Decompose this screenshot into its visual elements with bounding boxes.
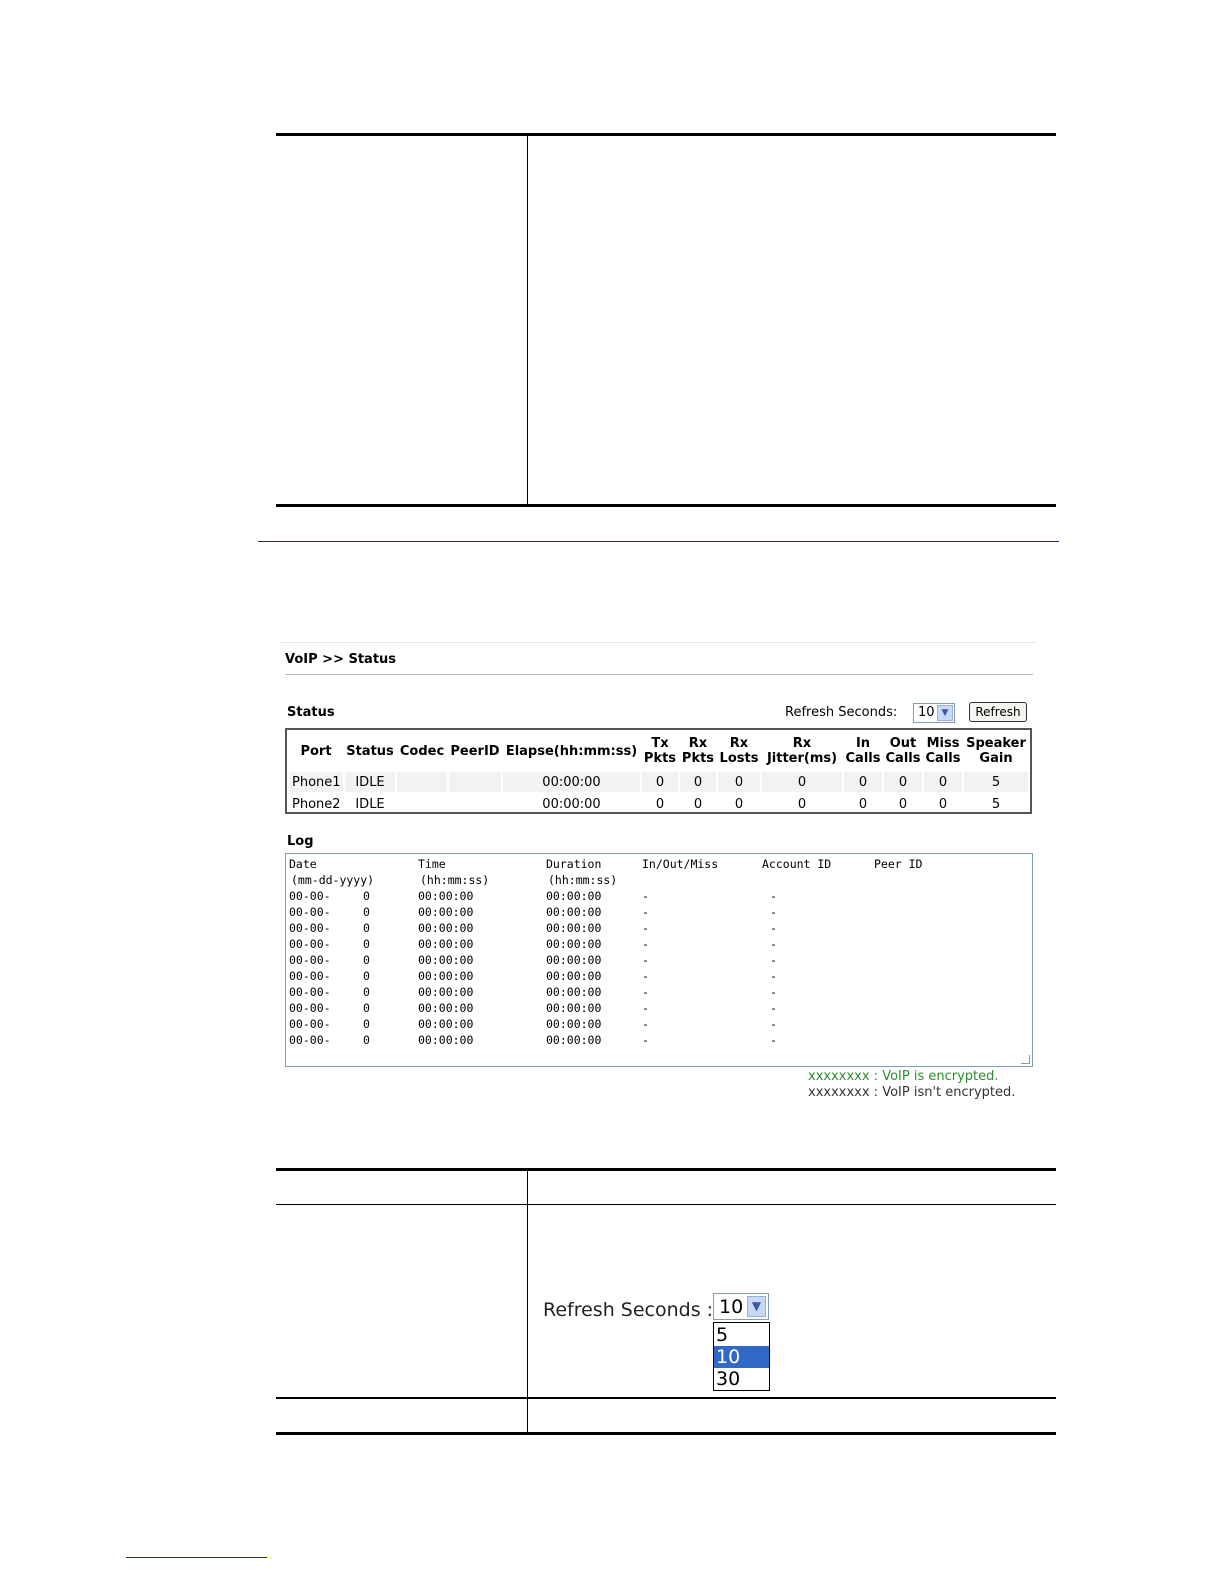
panel-top-border: [280, 642, 1036, 643]
log-cell: 00:00:00: [546, 937, 602, 951]
log-section-title: Log: [287, 834, 314, 849]
log-cell: 00-00-: [289, 969, 331, 983]
log-cell: 0: [363, 1001, 370, 1015]
log-cell: (hh:mm:ss): [548, 873, 618, 887]
footer-link-underline: [126, 1557, 267, 1558]
status-col-header-line: Out: [889, 736, 917, 751]
table-column-divider: [527, 136, 528, 506]
log-cell: -: [770, 969, 777, 983]
log-textarea[interactable]: [285, 853, 1033, 1067]
log-cell: 00:00:00: [418, 1001, 474, 1015]
log-cell: Time: [418, 857, 446, 871]
log-cell: -: [642, 889, 649, 903]
log-cell: -: [770, 937, 777, 951]
chevron-down-icon[interactable]: ▼: [937, 705, 953, 721]
log-cell: 00:00:00: [418, 921, 474, 935]
table-bottom-rule: [276, 504, 1056, 507]
log-cell: -: [770, 985, 777, 999]
desc-table-header-rule: [276, 1204, 1056, 1205]
log-cell: 00:00:00: [546, 921, 602, 935]
log-cell: -: [770, 953, 777, 967]
status-cell: Phone2: [292, 796, 341, 812]
refresh-example-value: 10: [719, 1296, 744, 1318]
log-cell: Date: [289, 857, 317, 871]
status-col-header-line: Losts: [719, 751, 759, 766]
log-cell: 00:00:00: [546, 953, 602, 967]
log-cell: 00:00:00: [418, 985, 474, 999]
log-cell: -: [770, 1033, 777, 1047]
refresh-options-list[interactable]: [713, 1322, 770, 1391]
refresh-example-select[interactable]: [713, 1293, 769, 1320]
voip-status-panel: [280, 642, 1036, 1112]
status-row: [289, 794, 1028, 814]
log-cell: 00-00-: [289, 985, 331, 999]
breadcrumb: VoIP >> Status: [285, 652, 397, 667]
status-col-header-line: Port: [300, 743, 332, 759]
status-col-header: [924, 732, 962, 770]
log-cell: -: [642, 969, 649, 983]
status-cell: 5: [964, 772, 1028, 792]
log-cell: 0: [363, 953, 370, 967]
log-cell: 00:00:00: [546, 1017, 602, 1031]
status-col-header: [289, 732, 343, 770]
log-cell: 00-00-: [289, 937, 331, 951]
status-col-header: [345, 732, 395, 770]
status-col-header-line: Jitter(ms): [766, 751, 838, 766]
status-col-header: [964, 732, 1028, 770]
refresh-seconds-value: 10: [918, 705, 935, 720]
status-col-header-line: Calls: [845, 751, 881, 766]
status-cell: IDLE: [355, 796, 385, 812]
status-col-header-line: Rx: [688, 736, 708, 751]
refresh-example-label: Refresh Seconds :: [543, 1299, 714, 1321]
log-cell: 00-00-: [289, 953, 331, 967]
log-cell: 00:00:00: [546, 889, 602, 903]
log-cell: -: [642, 953, 649, 967]
log-cell: 00:00:00: [418, 905, 474, 919]
status-cell: 0: [718, 772, 760, 792]
status-col-header-line: Rx: [729, 736, 749, 751]
status-cell: [449, 772, 501, 792]
refresh-seconds-select[interactable]: [913, 703, 955, 723]
log-cell: -: [642, 985, 649, 999]
status-cell: 0: [924, 772, 962, 792]
status-cell: 5: [991, 796, 1001, 812]
status-cell: 0: [858, 796, 868, 812]
status-cell: 0: [642, 772, 678, 792]
log-cell: 00:00:00: [546, 985, 602, 999]
log-cell: 0: [363, 921, 370, 935]
log-cell: 00:00:00: [418, 969, 474, 983]
desc-table-top-rule: [276, 1168, 1056, 1171]
status-cell: 0: [655, 796, 665, 812]
log-cell: -: [642, 905, 649, 919]
log-cell: In/Out/Miss: [642, 857, 719, 871]
status-col-header: [718, 732, 760, 770]
log-cell: -: [770, 905, 777, 919]
log-cell: 00:00:00: [418, 889, 474, 903]
status-cell: 00:00:00: [503, 772, 640, 792]
refresh-option[interactable]: 10: [714, 1346, 769, 1368]
status-col-header-line: Rx: [792, 736, 812, 751]
log-cell: 0: [363, 1017, 370, 1031]
status-row: [289, 772, 1028, 792]
log-cell: 00:00:00: [546, 905, 602, 919]
log-cell: 00:00:00: [546, 1001, 602, 1015]
legend-encrypted: xxxxxxxx : VoIP is encrypted.: [808, 1069, 999, 1084]
log-cell: 00-00-: [289, 889, 331, 903]
status-col-header: [503, 732, 640, 770]
log-cell: 0: [363, 937, 370, 951]
refresh-seconds-label: Refresh Seconds:: [785, 705, 898, 720]
status-col-header-line: Status: [346, 743, 394, 759]
status-cell: 0: [844, 772, 882, 792]
status-col-header: [762, 732, 842, 770]
log-cell: 0: [363, 889, 370, 903]
status-table: [285, 728, 1032, 814]
log-cell: -: [770, 1017, 777, 1031]
status-col-header: [884, 732, 922, 770]
log-cell: 00-00-: [289, 905, 331, 919]
log-cell: Peer ID: [874, 857, 923, 871]
log-cell: -: [642, 921, 649, 935]
status-cell: Phone1: [289, 772, 343, 792]
status-cell: 0: [693, 796, 703, 812]
log-cell: 00-00-: [289, 1001, 331, 1015]
status-cell: [397, 794, 447, 814]
status-col-header-line: In: [855, 736, 871, 751]
status-cell: [397, 772, 447, 792]
log-cell: 00-00-: [289, 921, 331, 935]
log-cell: 0: [363, 1033, 370, 1047]
status-cell: 00:00:00: [542, 796, 601, 812]
status-col-header: [397, 732, 447, 770]
status-col-header-line: Calls: [885, 751, 921, 766]
log-cell: 00-00-: [289, 1017, 331, 1031]
status-col-header-line: Gain: [979, 751, 1013, 766]
status-section-title: Status: [287, 705, 335, 720]
log-cell: 00:00:00: [546, 1033, 602, 1047]
status-cell: 0: [734, 796, 744, 812]
log-cell: 00-00-: [289, 1033, 331, 1047]
log-cell: 0: [363, 905, 370, 919]
status-col-header: [844, 732, 882, 770]
status-col-header-line: Miss: [926, 736, 960, 751]
refresh-button[interactable]: Refresh: [969, 702, 1027, 722]
status-col-header-line: Elapse(hh:mm:ss): [505, 743, 638, 759]
status-cell: 0: [797, 796, 807, 812]
status-cell: 0: [884, 772, 922, 792]
log-cell: -: [770, 889, 777, 903]
status-cell: 0: [762, 772, 842, 792]
log-cell: 0: [363, 969, 370, 983]
status-cell: [449, 794, 501, 814]
log-cell: 00:00:00: [418, 937, 474, 951]
desc-table-row-rule: [276, 1397, 1056, 1399]
status-cell: IDLE: [345, 772, 395, 792]
chevron-down-icon[interactable]: ▼: [747, 1296, 766, 1317]
status-cell: 0: [680, 772, 716, 792]
log-cell: 00:00:00: [418, 953, 474, 967]
log-cell: (hh:mm:ss): [420, 873, 490, 887]
log-cell: -: [642, 1033, 649, 1047]
log-cell: 00:00:00: [546, 969, 602, 983]
legend-not-encrypted: xxxxxxxx : VoIP isn't encrypted.: [808, 1085, 1016, 1100]
desc-table-column-divider: [527, 1171, 528, 1433]
status-col-header-line: Codec: [399, 743, 445, 759]
log-cell: 0: [363, 985, 370, 999]
status-col-header-line: PeerID: [450, 743, 500, 759]
status-col-header-line: Pkts: [643, 751, 677, 766]
breadcrumb-underline: [285, 674, 1033, 675]
refresh-option[interactable]: 30: [716, 1368, 741, 1390]
log-cell: (mm-dd-yyyy): [291, 873, 375, 887]
log-cell: -: [642, 937, 649, 951]
status-col-header-line: Speaker: [966, 736, 1026, 751]
log-cell: 00:00:00: [418, 1017, 474, 1031]
section-divider: [258, 541, 1059, 542]
status-col-header: [680, 732, 716, 770]
status-col-header-line: Pkts: [681, 751, 715, 766]
log-cell: Duration: [546, 857, 602, 871]
status-grid: [287, 730, 1030, 816]
desc-table-bottom-rule: [276, 1432, 1056, 1435]
status-col-header: [449, 732, 501, 770]
status-cell: 0: [938, 796, 948, 812]
status-col-header-line: Calls: [925, 751, 961, 766]
log-cell: Account ID: [762, 857, 832, 871]
log-cell: -: [770, 1001, 777, 1015]
status-cell: 0: [898, 796, 908, 812]
log-cell: -: [770, 921, 777, 935]
status-col-header: [642, 732, 678, 770]
resize-grip-icon[interactable]: [1021, 1055, 1030, 1064]
log-cell: -: [642, 1017, 649, 1031]
refresh-option[interactable]: 5: [716, 1324, 729, 1346]
log-cell: 00:00:00: [418, 1033, 474, 1047]
table-top-rule: [276, 133, 1056, 136]
status-col-header-line: Tx: [651, 736, 669, 751]
log-cell: -: [642, 1001, 649, 1015]
